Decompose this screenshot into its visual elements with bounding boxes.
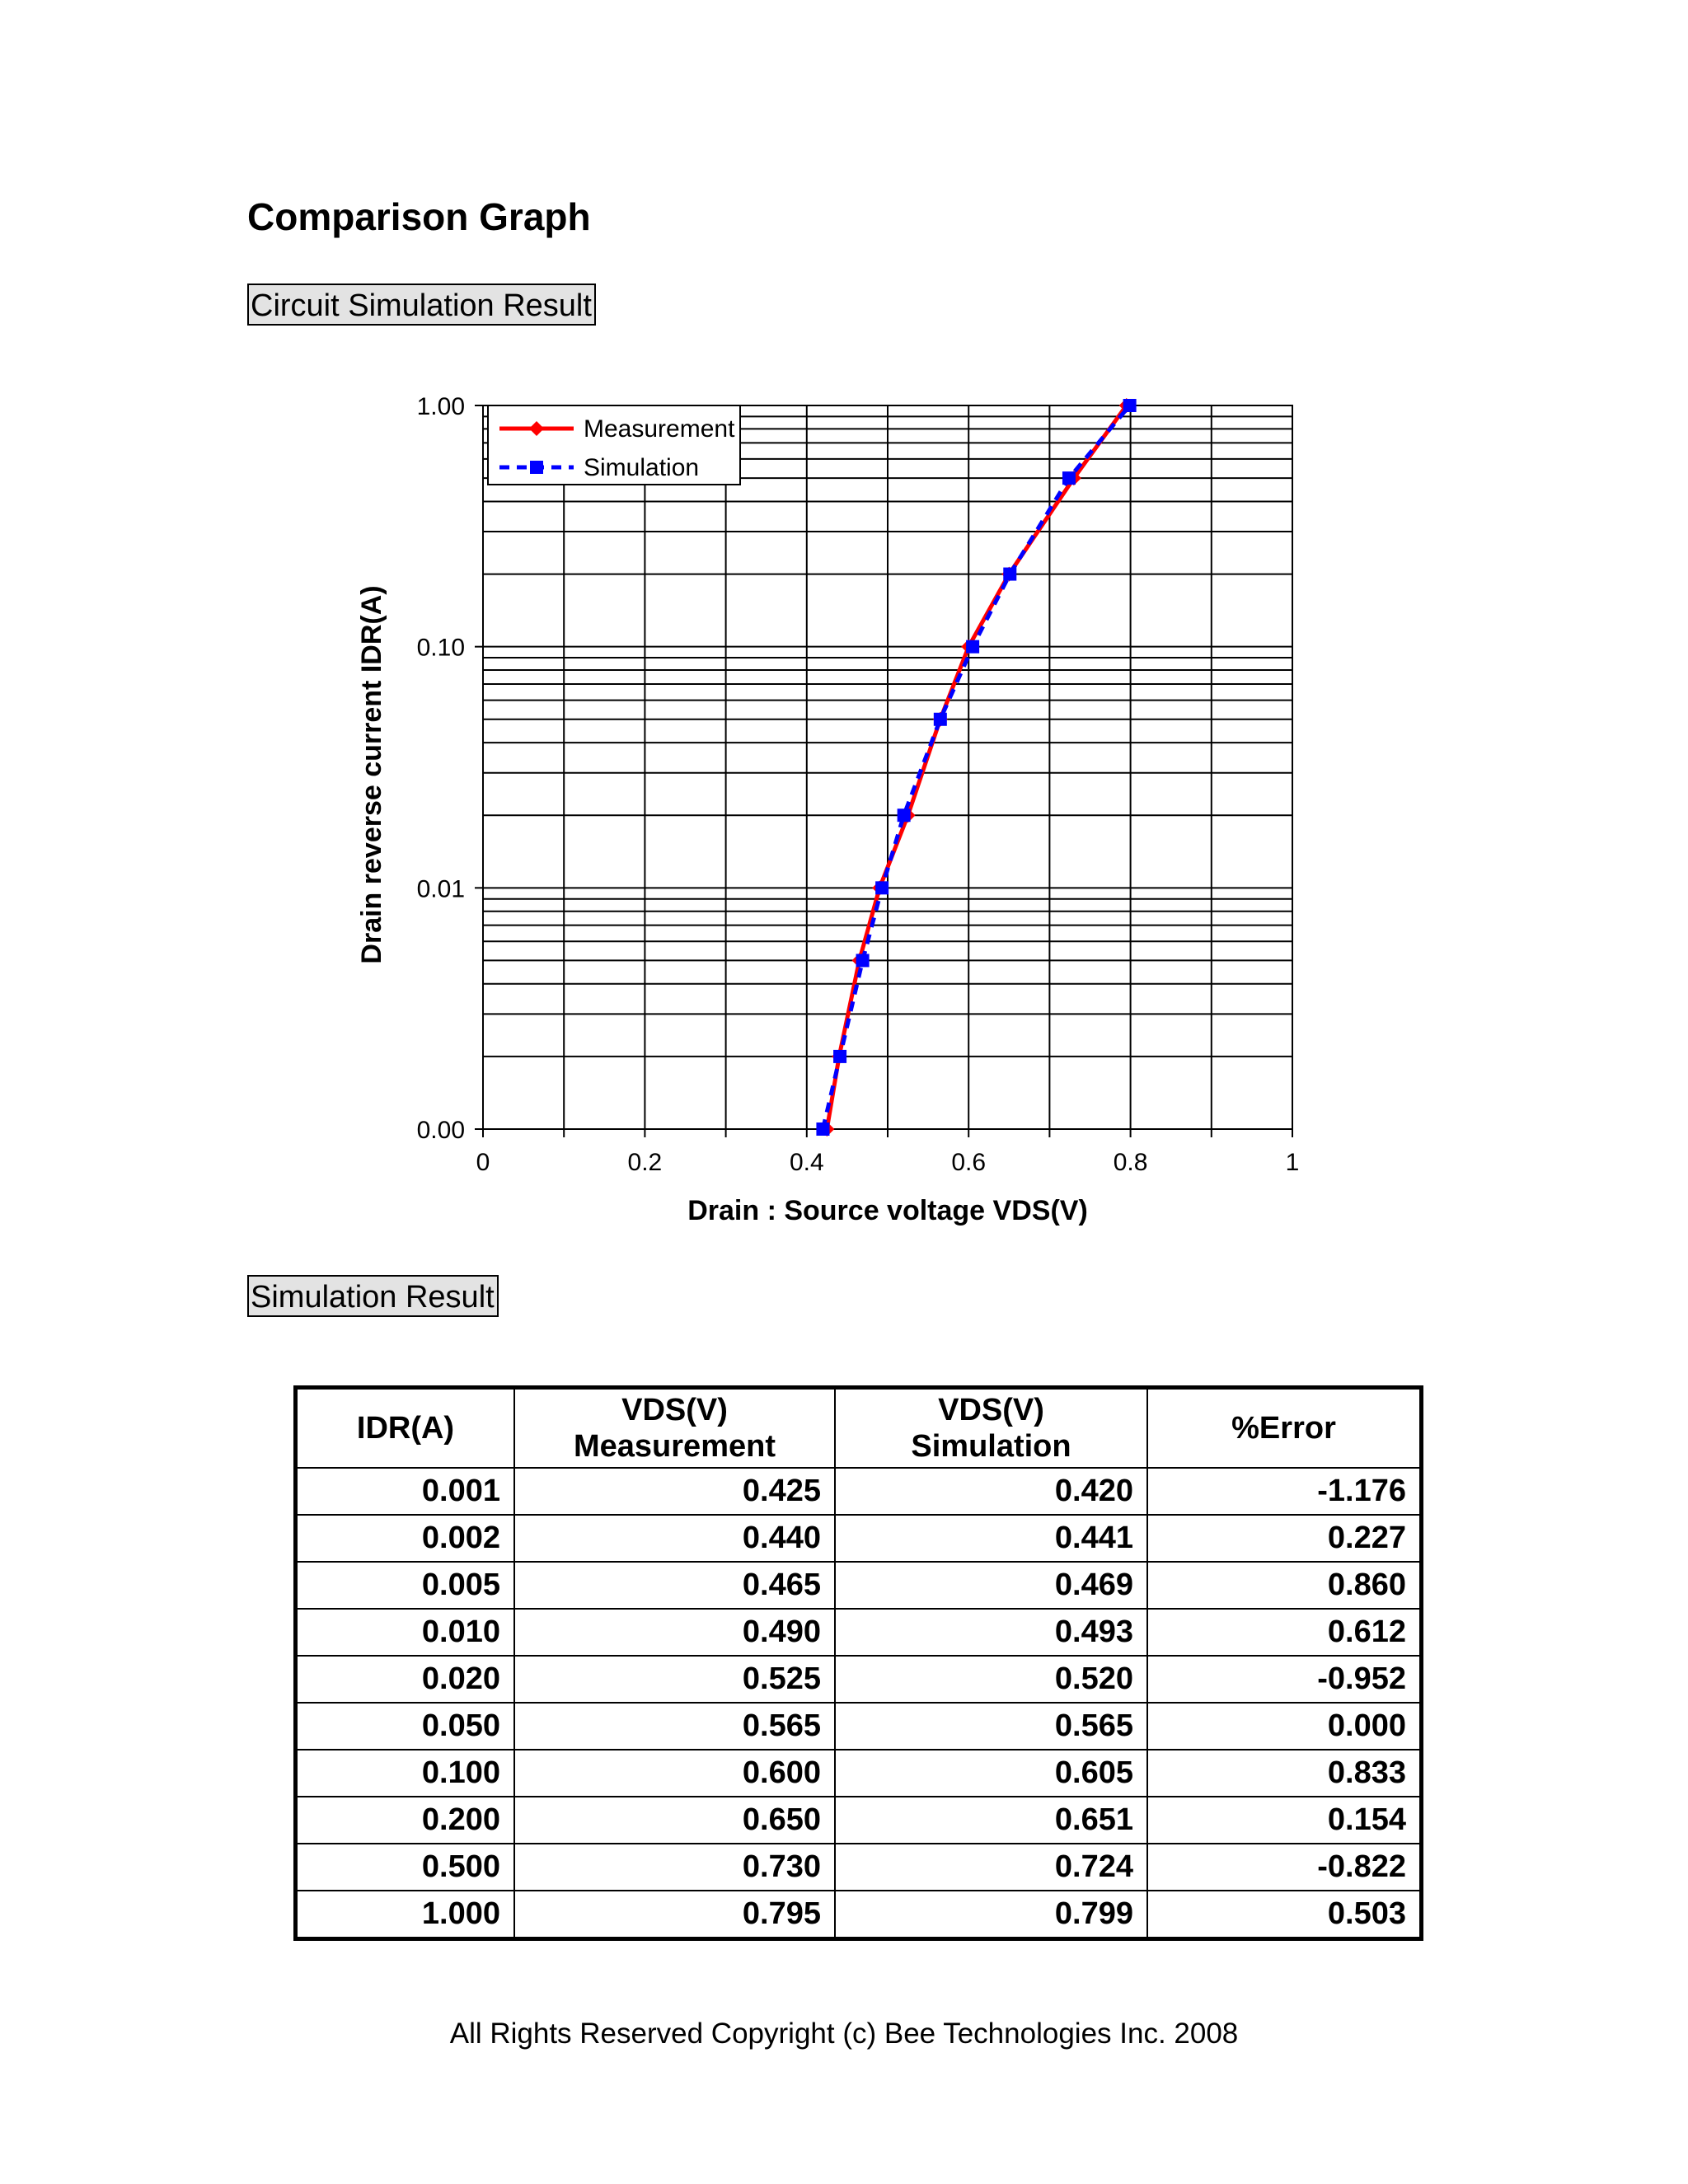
chart-legend bbox=[488, 405, 740, 485]
table-cell: -0.952 bbox=[1147, 1656, 1422, 1703]
table-cell: 0.000 bbox=[1147, 1703, 1422, 1750]
simulation-point bbox=[1123, 399, 1137, 412]
chart-series bbox=[816, 398, 1136, 1137]
simulation-point bbox=[856, 954, 870, 967]
table-cell: 0.010 bbox=[296, 1609, 515, 1656]
table-cell: 0.050 bbox=[296, 1703, 515, 1750]
x-axis-label: Drain : Source voltage VDS(V) bbox=[687, 1195, 1088, 1226]
table-cell: -0.822 bbox=[1147, 1844, 1422, 1891]
table-row bbox=[296, 1703, 1422, 1750]
table-row bbox=[296, 1750, 1422, 1797]
table-cell: 0.100 bbox=[296, 1750, 515, 1797]
y-tick-label: 1.00 bbox=[416, 393, 465, 420]
table-cell: 0.440 bbox=[514, 1515, 835, 1562]
table-cell: 0.650 bbox=[514, 1797, 835, 1844]
table-row bbox=[296, 1656, 1422, 1703]
y-tick-label: 0.01 bbox=[416, 875, 465, 903]
table-cell: 0.469 bbox=[835, 1562, 1147, 1609]
copyright-footer: All Rights Reserved Copyright (c) Bee Technologies Inc. 2008 bbox=[449, 2018, 1239, 2050]
chart-grid bbox=[475, 405, 1292, 1137]
table-cell: 0.154 bbox=[1147, 1797, 1422, 1844]
table-cell: 0.724 bbox=[835, 1844, 1147, 1891]
table-cell: 0.490 bbox=[514, 1609, 835, 1656]
legend-label-simulation: Simulation bbox=[584, 454, 700, 481]
table-cell: 0.651 bbox=[835, 1797, 1147, 1844]
table-cell: 0.005 bbox=[296, 1562, 515, 1609]
table-cell: 0.500 bbox=[296, 1844, 515, 1891]
table-cell: 0.525 bbox=[514, 1656, 835, 1703]
table-cell: 0.020 bbox=[296, 1656, 515, 1703]
x-tick-label: 0.8 bbox=[1113, 1149, 1148, 1176]
table-cell: 0.565 bbox=[835, 1703, 1147, 1750]
simulation-point bbox=[833, 1050, 846, 1063]
y-axis-label: Drain reverse current IDR(A) bbox=[356, 585, 387, 964]
comparison-chart bbox=[330, 379, 1368, 1253]
header-vds-simulation bbox=[835, 1388, 1147, 1469]
page-title: Comparison Graph bbox=[247, 195, 591, 238]
simulation-point bbox=[875, 881, 889, 894]
table-cell: 0.001 bbox=[296, 1468, 515, 1515]
table-cell: 0.730 bbox=[514, 1844, 835, 1891]
table-row bbox=[296, 1891, 1422, 1939]
header-vds-measurement-line1: VDS(V) bbox=[621, 1393, 728, 1427]
table-row bbox=[296, 1468, 1422, 1515]
table-row bbox=[296, 1797, 1422, 1844]
header-vds-measurement bbox=[514, 1388, 835, 1469]
table-cell: 0.503 bbox=[1147, 1891, 1422, 1939]
section-label-circuit-simulation: Circuit Simulation Result bbox=[247, 284, 596, 326]
table-cell: 0.795 bbox=[514, 1891, 835, 1939]
table-row bbox=[296, 1515, 1422, 1562]
table-cell: 0.493 bbox=[835, 1609, 1147, 1656]
table-row bbox=[296, 1562, 1422, 1609]
header-error bbox=[1147, 1388, 1422, 1469]
series-line-measurement bbox=[827, 405, 1126, 1129]
table-cell: 1.000 bbox=[296, 1891, 515, 1939]
table-cell: 0.425 bbox=[514, 1468, 835, 1515]
x-tick-label: 0.4 bbox=[789, 1149, 824, 1176]
table-cell: 0.200 bbox=[296, 1797, 515, 1844]
table-cell: 0.227 bbox=[1147, 1515, 1422, 1562]
header-idr-line1: IDR(A) bbox=[356, 1411, 455, 1446]
table-cell: 0.520 bbox=[835, 1656, 1147, 1703]
table-cell: 0.420 bbox=[835, 1468, 1147, 1515]
legend-label-measurement: Measurement bbox=[584, 415, 735, 443]
y-tick-label: 0.00 bbox=[416, 1117, 465, 1144]
simulation-point bbox=[934, 713, 947, 726]
x-tick-label: 1 bbox=[1285, 1149, 1300, 1176]
series-line-simulation bbox=[823, 405, 1129, 1129]
legend-square-marker bbox=[530, 461, 543, 474]
simulation-point bbox=[1003, 568, 1016, 581]
chart-tick-labels bbox=[417, 393, 1300, 1176]
header-idr bbox=[296, 1388, 515, 1469]
x-tick-label: 0 bbox=[476, 1149, 490, 1176]
section-label-simulation-result: Simulation Result bbox=[247, 1275, 499, 1317]
simulation-point bbox=[966, 640, 979, 654]
table-cell: 0.002 bbox=[296, 1515, 515, 1562]
header-vds-measurement-line2: Measurement bbox=[574, 1429, 776, 1464]
table-cell: 0.565 bbox=[514, 1703, 835, 1750]
table-cell: 0.799 bbox=[835, 1891, 1147, 1939]
table-body bbox=[296, 1468, 1422, 1939]
table-cell: 0.605 bbox=[835, 1750, 1147, 1797]
header-error-line1: %Error bbox=[1231, 1411, 1336, 1446]
table-cell: 0.833 bbox=[1147, 1750, 1422, 1797]
simulation-point bbox=[898, 808, 911, 822]
table-cell: 0.441 bbox=[835, 1515, 1147, 1562]
table-cell: 0.612 bbox=[1147, 1609, 1422, 1656]
simulation-point bbox=[1062, 471, 1076, 485]
y-tick-label: 0.10 bbox=[416, 634, 465, 662]
x-tick-label: 0.2 bbox=[627, 1149, 663, 1176]
simulation-point bbox=[816, 1122, 829, 1136]
table-cell: 0.600 bbox=[514, 1750, 835, 1797]
header-vds-simulation-line2: Simulation bbox=[911, 1429, 1071, 1464]
table-row bbox=[296, 1844, 1422, 1891]
table-row bbox=[296, 1609, 1422, 1656]
header-vds-simulation-line1: VDS(V) bbox=[938, 1393, 1044, 1427]
table-cell: 0.465 bbox=[514, 1562, 835, 1609]
table-cell: 0.860 bbox=[1147, 1562, 1422, 1609]
x-tick-label: 0.6 bbox=[951, 1149, 987, 1176]
simulation-result-table bbox=[293, 1385, 1423, 1941]
table-header-row bbox=[296, 1388, 1422, 1469]
table-cell: -1.176 bbox=[1147, 1468, 1422, 1515]
